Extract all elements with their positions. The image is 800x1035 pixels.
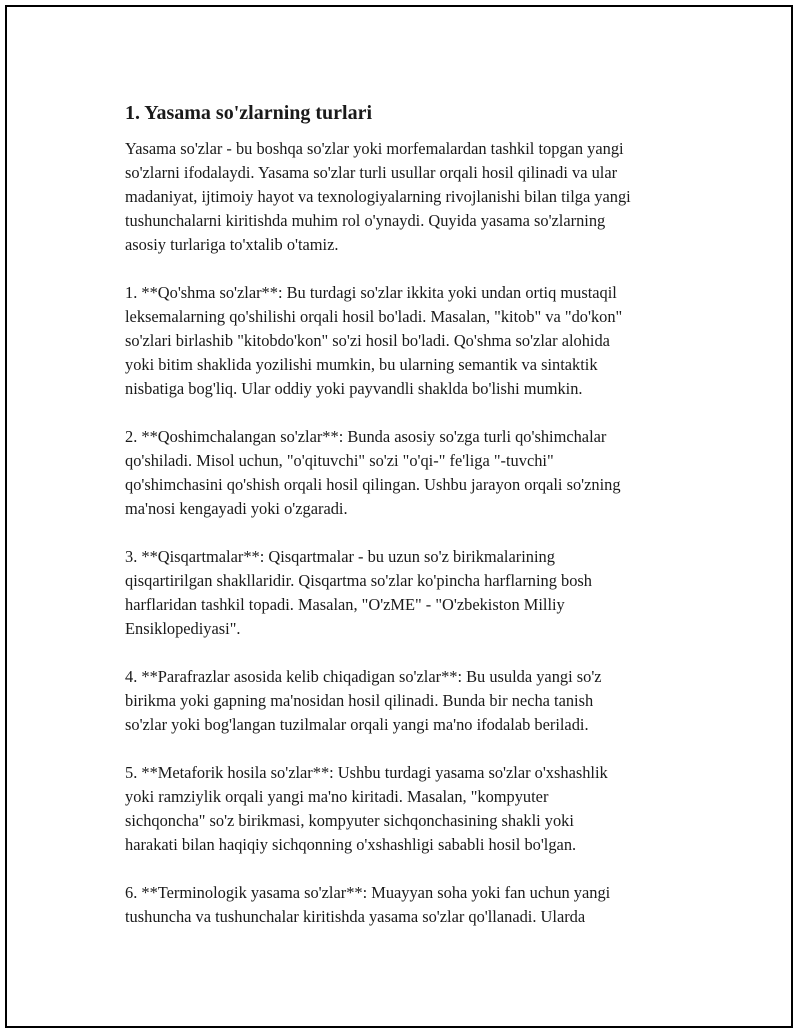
text-line: 6. **Terminologik yasama so'zlar**: Muayyan soha yoki fan uchun yangi bbox=[125, 883, 611, 902]
text-line: tushunchalarni kiritishda muhim rol o'ynaydi. Quyida yasama so'zlarning bbox=[125, 211, 606, 230]
text-line: tushuncha va tushunchalar kiritishda yasama so'zlar qo'llanadi. Ularda bbox=[125, 907, 586, 926]
text-line: harflaridan tashkil topadi. Masalan, "O'zME" - "O'zbekiston Milliy bbox=[125, 595, 565, 614]
text-line: yoki bitim shaklida yozilishi mumkin, bu ularning semantik va sintaktik bbox=[125, 355, 598, 374]
text-line: Ensiklopediyasi". bbox=[125, 619, 241, 638]
paragraph bbox=[125, 137, 705, 257]
document-body bbox=[125, 101, 705, 953]
section-title: 1. Yasama so'zlarning turlari bbox=[125, 102, 373, 124]
paragraph bbox=[125, 425, 705, 521]
text-line: yoki ramziylik orqali yangi ma'no kiritadi. Masalan, "kompyuter bbox=[125, 787, 549, 806]
text-line: leksemalarning qo'shilishi orqali hosil bo'ladi. Masalan, "kitob" va "do'kon" bbox=[125, 307, 623, 326]
paragraph bbox=[125, 761, 705, 857]
text-line: 5. **Metaforik hosila so'zlar**: Ushbu turdagi yasama so'zlar o'xshashlik bbox=[125, 763, 608, 782]
paragraph bbox=[125, 665, 705, 737]
text-line: Yasama so'zlar - bu boshqa so'zlar yoki morfemalardan tashkil topgan yangi bbox=[125, 139, 624, 158]
text-line: so'zlar yoki bog'langan tuzilmalar orqali yangi ma'no ifodalab beriladi. bbox=[125, 715, 589, 734]
text-line: madaniyat, ijtimoiy hayot va texnologiyalarning rivojlanishi bilan tilga yangi bbox=[125, 187, 631, 206]
paragraph bbox=[125, 545, 705, 641]
text-line: qisqartirilgan shakllaridir. Qisqartma so'zlar ko'pincha harflarning bosh bbox=[125, 571, 592, 590]
text-line: so'zlari birlashib "kitobdo'kon" so'zi hosil bo'ladi. Qo'shma so'zlar alohida bbox=[125, 331, 610, 350]
text-line: harakati bilan haqiqiy sichqonning o'xshashligi sababli hosil bo'lgan. bbox=[125, 835, 577, 854]
text-line: so'zlarni ifodalaydi. Yasama so'zlar turli usullar orqali hosil qilinadi va ular bbox=[125, 163, 618, 182]
text-line: 1. **Qo'shma so'zlar**: Bu turdagi so'zlar ikkita yoki undan ortiq mustaqil bbox=[125, 283, 617, 302]
text-line: qo'shimchasini qo'shish orqali hosil qilingan. Ushbu jarayon orqali so'zning bbox=[125, 475, 621, 494]
paragraph bbox=[125, 881, 705, 929]
text-line: qo'shiladi. Misol uchun, "o'qituvchi" so'zi "o'qi-" fe'liga "-tuvchi" bbox=[125, 451, 554, 470]
text-line: 4. **Parafrazlar asosida kelib chiqadigan so'zlar**: Bu usulda yangi so'z bbox=[125, 667, 602, 686]
text-line: nisbatiga bog'liq. Ular oddiy yoki payvandli shaklda bo'lishi mumkin. bbox=[125, 379, 583, 398]
text-line: birikma yoki gapning ma'nosidan hosil qilinadi. Bunda bir necha tanish bbox=[125, 691, 594, 710]
text-line: ma'nosi kengayadi yoki o'zgaradi. bbox=[125, 499, 348, 518]
text-line: asosiy turlariga to'xtalib o'tamiz. bbox=[125, 235, 339, 254]
text-line: 2. **Qoshimchalangan so'zlar**: Bunda asosiy so'zga turli qo'shimchalar bbox=[125, 427, 607, 446]
page-frame bbox=[5, 5, 793, 1028]
paragraph bbox=[125, 281, 705, 401]
text-line: sichqoncha" so'z birikmasi, kompyuter sichqonchasining shakli yoki bbox=[125, 811, 574, 830]
text-line: 3. **Qisqartmalar**: Qisqartmalar - bu uzun so'z birikmalarining bbox=[125, 547, 555, 566]
paragraph-list bbox=[125, 137, 705, 929]
